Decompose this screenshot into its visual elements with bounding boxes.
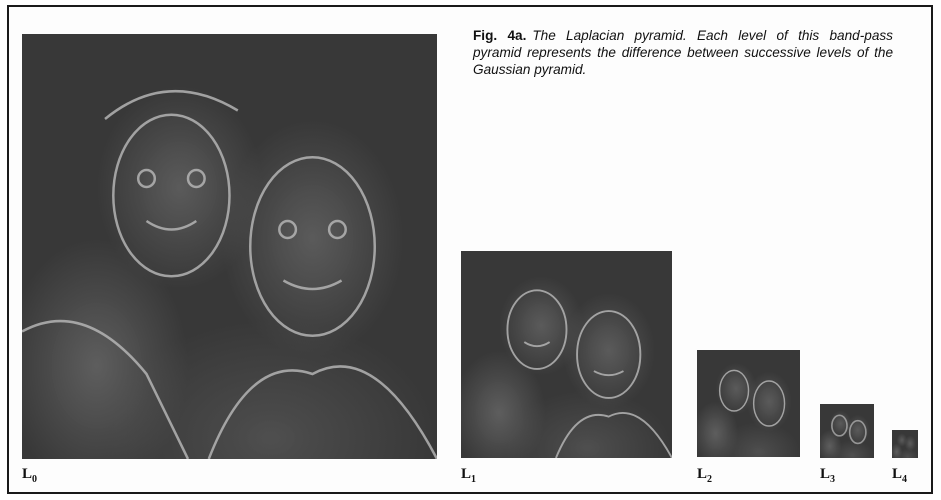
caption-label: Fig. 4a. <box>473 28 527 43</box>
laplacian-level-0-image <box>22 34 437 459</box>
level-label-0: $L_0$ <box>22 466 38 485</box>
level-label-2: $L_2$ <box>697 466 713 485</box>
laplacian-level-4-image <box>892 430 918 458</box>
level-label-3: $L_3$ <box>820 466 836 485</box>
laplacian-level-1-image <box>461 251 672 458</box>
laplacian-level-2-image <box>697 350 800 457</box>
figure-caption <box>473 27 893 78</box>
level-label-4: $L_4$ <box>892 466 908 485</box>
laplacian-level-3-image <box>820 404 874 458</box>
level-label-1: $L_1$ <box>461 466 477 485</box>
caption-text: The Laplacian pyramid. Each level of this band-pass pyramid represents the difference between successive levels of the Gaussian pyramid. <box>473 28 893 77</box>
